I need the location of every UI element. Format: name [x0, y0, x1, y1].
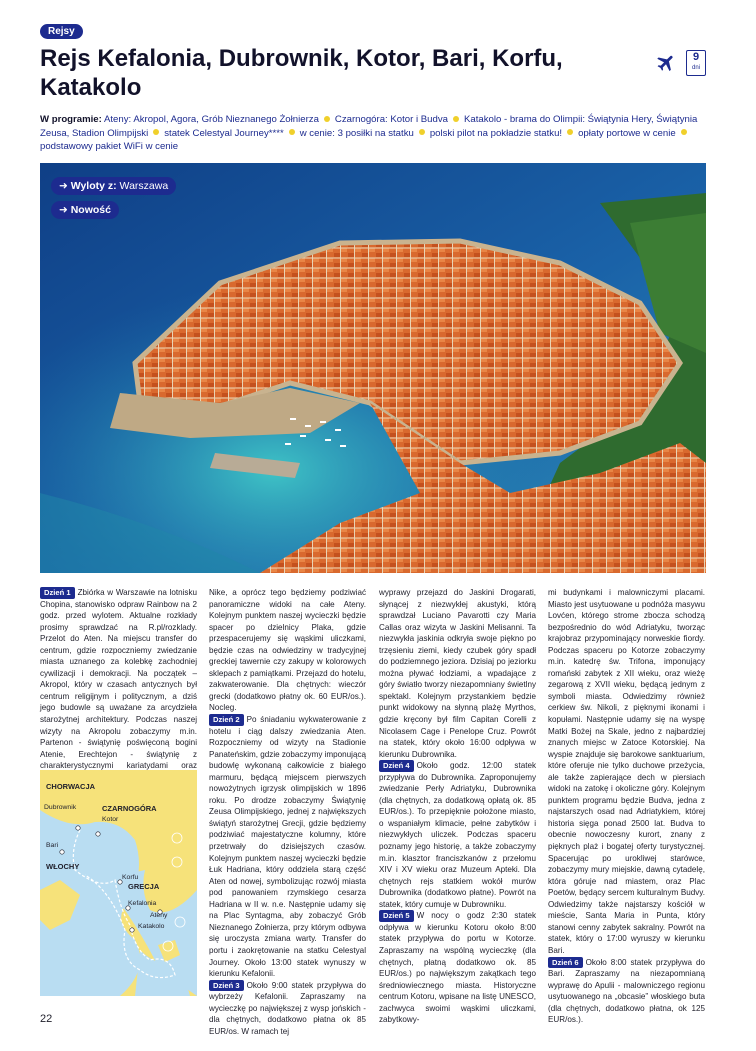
day-badge: Dzień 6	[548, 957, 583, 969]
day-description: Nike, a oprócz tego będziemy podziwiać panoramiczne widoki na całe Ateny. Kolejnym punktem naszej wycieczki będzie spacer po dzielnicy Plaka, gdzie przespacerujemy się wąskimi uliczkami, będzie czas na odwiedziny w tradycyjnej greckiej tawernie czy zakupy w kolorowych sklepach z pamiątkami. Przejazd do hotelu, zakwaterowanie. Dla chętnych: wieczór grecki (dodatkowo płatny ok. 60 EUR/os.). Nocleg.	[209, 588, 366, 713]
new-badge	[51, 201, 119, 219]
country-label: CHORWACJA	[46, 782, 96, 791]
category-badge: Rejsy	[40, 24, 83, 39]
duration-days: 9	[692, 51, 700, 63]
day-description: mi budynkami i malowniczymi placami. Miasto jest usytuowane u podnóża masywu Lovćen, którego strome zbocza schodzą bezpośrednio do wód Adriatyku, tworząc krajobraz przypominający norweskie fiordy. Podczas spaceru po Kotorze zobaczymy m.in. katedrę św. Trifona, imponujący romański zabytek z XII wieku, oraz wieżę zegarową z XVII wieku, będącą jednym z symboli miasta. Odwiedzimy również cerkiew św. Nikoli, z pięknymi ikonami i kopułami. Następnie udamy się na wyspę Matki Bożej na Skale, jedno z najbardziej znanych miejsc w Zatoce Kotorskiej. Na wyspie znajduje się barokowe sanktuarium, które oferuje nie tylko duchowe przeżycia, ale także zapierające dech w piersiach widoki na zatokę i okoliczne góry. Kolejnym punktem programu będzie Budva, jedna z najstarszych osad nad Adriatykiem, której historia sięga ponad 2500 lat. Budva to obecnie nowoczesny kurort, znany z pięknych plaż i bogatej oferty turystycznej. Spacerując po urokliwej starówce, zobaczymy mury miejskie, dawną cytadelę, która góruje nad miastem, oraz Plac Poetów, będący sercem kulturalnym Budvy. Odwiedzimy także najstarszy kościół w mieście, Santa Maria in Punta, który stanowi cenny zabytek sakralny. Powrót na statek, który o 17:00 wyruszy w kierunku Bari.	[548, 588, 705, 955]
country-label: GRECJA	[128, 882, 160, 891]
departures-value: Warszawa	[119, 180, 169, 192]
day-description: W nocy o godz 2:30 statek odpływa w kierunku Kotoru około 8:00 statek przypływa do portu w Kotorze. Zapraszamy na wspólną wycieczkę (dla chętnych, płatną dodatkowo ok. 85 EUR/os.) po największym zakątkach tego średniowiecznego miasta. Historyczne centrum Kotoru, wpisane na listę UNESCO, zachwyca swoimi wąskimi uliczkami, zabytkowy-	[379, 911, 536, 1025]
city-label: Ateny	[150, 912, 168, 919]
duration-badge	[686, 50, 706, 76]
city-label: Katakolo	[138, 923, 165, 930]
city-label: Kefalonia	[128, 900, 157, 907]
day-badge: Dzień 4	[379, 760, 414, 772]
program-label: W programie:	[40, 114, 102, 125]
bullet-dot-icon	[567, 129, 573, 135]
program-item: w cenie: 3 posiłki na statku	[299, 127, 414, 139]
page-title: Rejs Kefalonia, Dubrownik, Kotor, Bari, Korfu, Katakolo	[40, 45, 563, 101]
day-description: Około 9:00 statek przypływa do wybrzeży Kefalonii. Zapraszamy na wycieczkę po największej z wysp jońskich - dla chętnych, dodatkowo płatna ok 85 EUR/os. W ramach tej	[209, 980, 366, 1036]
program-item: Czarnogóra: Kotor i Budva	[334, 114, 448, 125]
program-item: Ateny: Akropol, Agora, Grób Nieznanego Żołnierza	[103, 114, 319, 125]
bullet-dot-icon	[289, 129, 295, 135]
day-description: Około godz. 12:00 statek przypływa do Dubrownika. Zaproponujemy zwiedzanie Perły Adriatyku, Dubrownika (dla chętnych, za dodatkową opłatą ok. 85 EUR/os.). To przepięknie położone miasto, o wspaniałym klimacie, pełne zabytków i niezwykłych uliczek. Podczas spaceru poznamy jego historię, a także zobaczymy m.in. klasztor franciszkanów z przełomu XIV i XV wieku oraz Muzeum Apteki. Dla chętnych rejs statkiem wokół murów Dubrownika (dodatkowo płatne). Powrót na statek, który cumuje w Dubrowniku.	[379, 761, 536, 909]
text-column-1	[40, 587, 197, 783]
program-item: statek Celestyal Journey****	[164, 127, 284, 139]
arrow-right-icon: ➜	[59, 204, 71, 216]
bullet-dot-icon	[324, 116, 330, 122]
city-label: Korfu	[122, 874, 139, 881]
country-label: CZARNOGÓRA	[102, 804, 157, 813]
duration-label: dni	[691, 65, 700, 71]
arrow-right-icon: ➜	[59, 180, 71, 192]
bullet-dot-icon	[153, 129, 159, 135]
text-column-2	[209, 587, 366, 1037]
route-map	[40, 770, 197, 996]
day-description: wyprawy przejazd do Jaskini Drogarati, słynącej z niezwykłej akustyki, którą sprawdzał Luciano Pavarotti czy Maria Callas oraz wizyta w Jaskini Melisanni. Ta niezwykła jaskinia odkryła swoje piękno po trzęsieniu ziemi, kiedy czubek góry spadł do podziemnego jeziora. Dzisiaj po jeziorku można pływać łodziami, a wpadające z góry światło tworzy niezapomniany świetlny spektakl. Kolejnym przystankiem będzie punkt widokowy na słynną plażę Myrthos, gdzie kręcony był film Capitan Corelli z Nicolasem Cage i Penelope Cruz. Powrót na statek, który około 16:00 odpływa w kierunku Dubrownika.	[379, 588, 536, 759]
day-description: Około 8:00 statek przypływa do Bari. Zapraszamy na niezapomnianą wyprawę do Apulii - malowniczego regionu usytuowanego na „obcasie” włoskiego buta (dla chętnych, dodatkowo płatna, ok 125 EUR/os.).	[548, 957, 705, 1025]
program-item: podstawowy pakiet WiFi w cenie	[40, 141, 179, 152]
day-badge: Dzień 2	[209, 714, 244, 726]
day-badge: Dzień 1	[40, 587, 75, 599]
day-badge: Dzień 5	[379, 910, 414, 922]
country-label: WŁOCHY	[46, 862, 80, 871]
bullet-dot-icon	[453, 116, 459, 122]
program-item: Katakolo - brama do Olimpii: Świątynia Hery, Świątynia Zeusa, Stadion Olimpijski	[40, 114, 698, 139]
program-item: polski pilot na pokładzie statku!	[429, 127, 563, 139]
day-description: Zbiórka w Warszawie na lotnisku Chopina, stanowisko odpraw Rainbow na 2 godz. przed wylotem. Aktualne rozkłady prosimy sprawdzać na R.pl/rozklady. Przelot do Aten. Na miejscu transfer do centrum, gdzie rozpoczniemy zwiedzanie miasta uznanego za kolebkę zachodniej cywilizacji i demokracji. Na początek – Akropol, który w czasach antycznych był centrum religijnym i politycznym, a dziś jego budowle są uważane za arcydzieła starożytnej architektury. Podczas naszej wizyty na Akropolu zobaczymy m.in. Partenon - świątynię poświęconą bogini Atenie, Erechtejon - świątynię z charakterystycznymi kariatydami oraz	[40, 588, 197, 771]
program-highlights	[40, 113, 706, 154]
text-column-3	[379, 587, 536, 1026]
program-item: opłaty portowe w cenie	[578, 127, 676, 139]
city-label: Dubrownik	[44, 804, 77, 811]
page-number: 22	[40, 1013, 53, 1025]
bullet-dot-icon	[419, 129, 425, 135]
hero-photo-dubrovnik	[40, 163, 706, 573]
day-description: Po śniadaniu wykwaterowanie z hotelu i ciąg dalszy zwiedzania Aten. Rozpoczniemy od wizyty na Stadionie Panateńskim, gdzie zobaczymy imponującą budowlę wykonaną całkowicie z białego marmuru, będącą miejscem pierwszych nowożytnych igrzysk olimpijskich w 1896 roku. Po drodze zobaczymy Świątynię Zeusa Olimpijskiego, jednej z największych świątyń starożytnej Grecji, gdzie będziemy podziwiać majestatyczne kolumny, które przetrwały do dzisiejszych czasów. Kolejnym punktem naszej wycieczki będzie Łuk Hadriana, który oddziela starą część Aten od nowej, symbolizując rozwój miasta pod panowaniem rzymskiego cesarza Hadriana w II w. n.e. Następnie udamy się na Plac Syntagma, aby zobaczyć Grób Nieznanego Żołnierza, przy którym odbywa się uroczysta zmiana warty. Transfer do portu i zaokrętowanie na statku Celestyal Journey. Około 13:00 statek wynuszy w kierunku Kefalonii.	[209, 715, 367, 979]
plane-icon	[655, 52, 677, 74]
city-label: Kotor	[102, 816, 119, 823]
hero-photo-illustration	[40, 163, 706, 573]
city-label: Bari	[46, 842, 59, 849]
new-label: Nowość	[70, 204, 111, 216]
departures-label: Wyloty z:	[70, 180, 117, 192]
departures-badge	[51, 177, 176, 195]
text-column-4	[548, 587, 705, 1026]
bullet-dot-icon	[681, 129, 687, 135]
day-badge: Dzień 3	[209, 980, 244, 992]
